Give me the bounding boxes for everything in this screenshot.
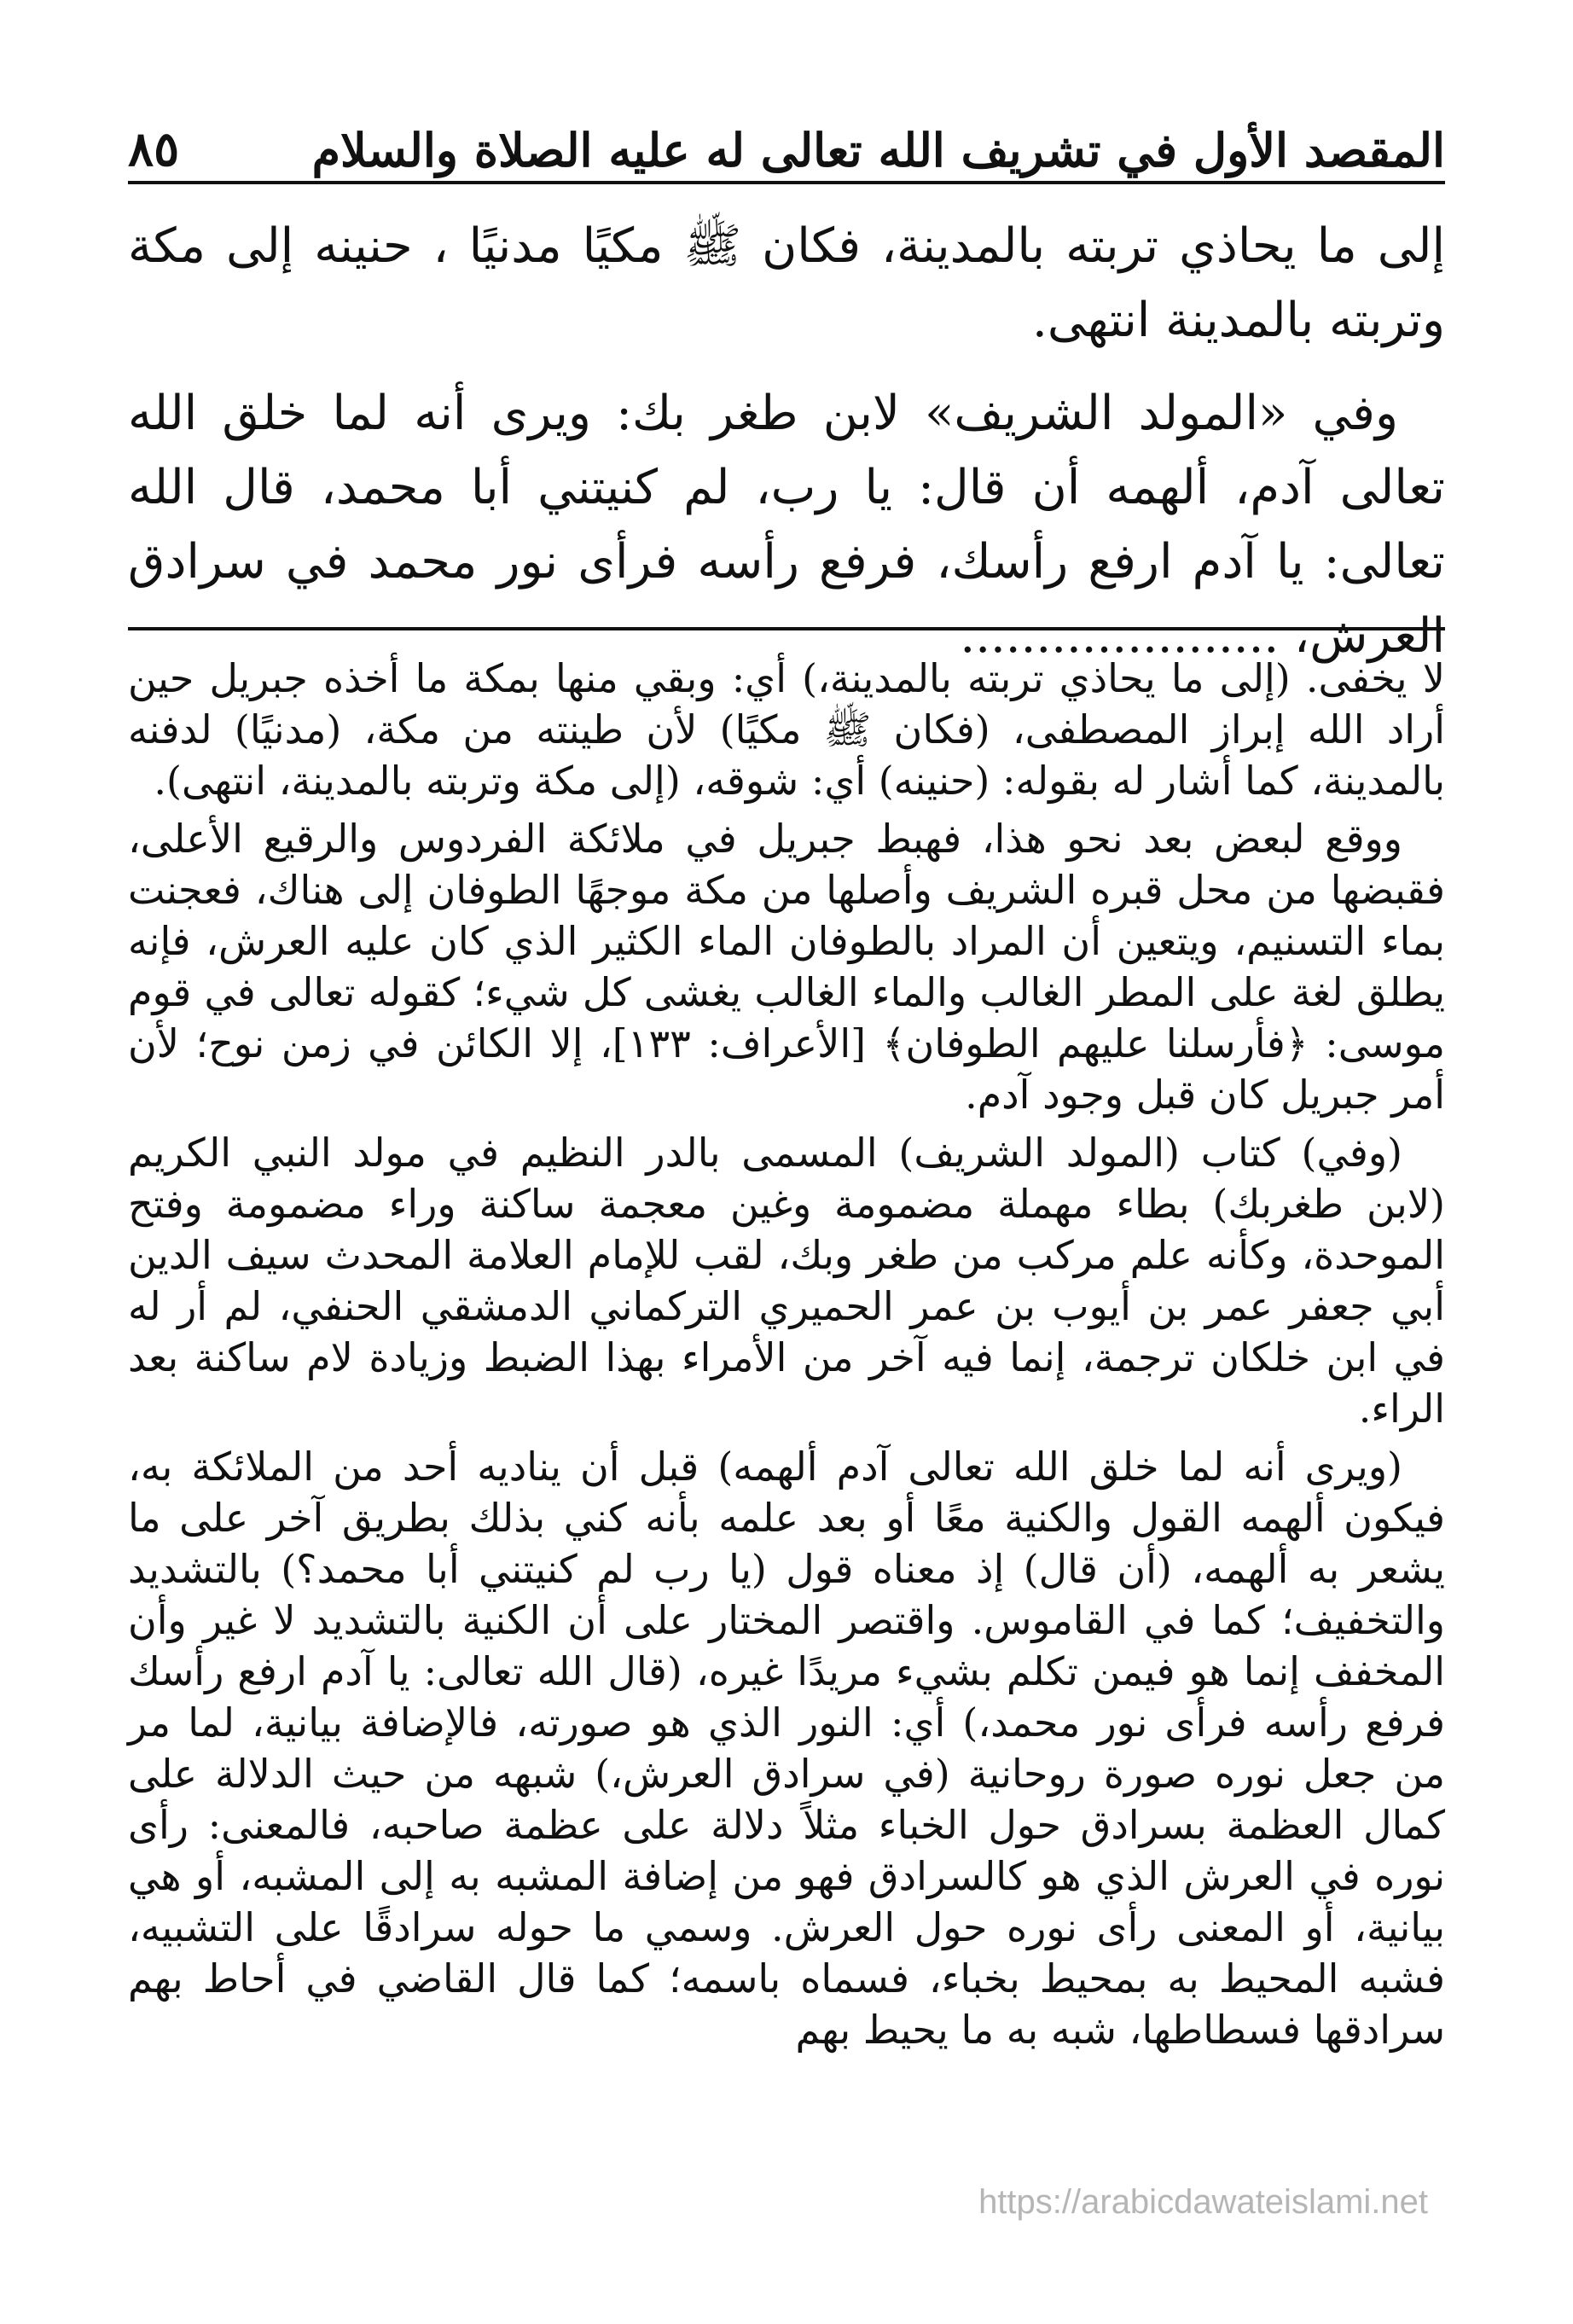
commentary-paragraph-1: لا يخفى. (إلى ما يحاذي تربته بالمدينة،) أي: وبقي منها بمكة ما أخذه جبريل حين أراد الله إبراز المصطفى، (فكان ﷺ مكيًا) لأن طينته من مكة، (مدنيًا) لدفنه بالمدينة، كما أشار له بقوله: (حنينه) أي: شوقه، (إلى مكة وتربته بالمدينة، انتهى). bbox=[128, 655, 1445, 804]
header-rule bbox=[128, 181, 1445, 184]
main-paragraph-1: إلى ما يحاذي تربته بالمدينة، فكان ﷺ مكيًا مدنيًا ، حنينه إلى مكة وتربته بالمدينة انتهى. bbox=[128, 218, 1445, 348]
main-paragraph-2-text: وفي «المولد الشريف» لابن طغر بك: ويرى أنه لما خلق الله تعالى آدم، ألهمه أن قال: يا رب، لم كنيتني أبا محمد، قال الله تعالى: يا آدم ارفع رأسك، فرفع رأسه فرأى نور محمد في سرادق العرش، bbox=[128, 386, 1445, 664]
commentary-paragraph-4: (ويرى أنه لما خلق الله تعالى آدم ألهمه) قبل أن يناديه أحد من الملائكة به، فيكون ألهمه القول والكنية معًا أو بعد علمه بأنه كني بذلك بطريق آخر على ما يشعر به ألهمه، (أن قال) إذ معناه قول (يا رب لم كنيتني أبا محمد؟) بالتشديد والتخفيف؛ كما في القاموس. واقتصر المختار على أن الكنية بالتشديد لا غير وأن المخفف إنما هو فيمن تكلم بشيء مريدًا غيره، (قال الله تعالى: يا آدم ارفع رأسك فرفع رأسه فرأى نور محمد،) أي: النور الذي هو صورته، فالإضافة بيانية، لما مر من جعل نوره صورة روحانية (في سرادق العرش،) شبهه من حيث الدلالة على كمال العظمة بسرادق حول الخباء مثلاً دلالة على عظمة صاحبه، فالمعنى: رأى نوره في العرش الذي هو كالسرادق فهو من إضافة المشبه به إلى المشبه، أو هي بيانية، أو المعنى رأى نوره حول العرش. وسمي ما حوله سرادقًا على التشبيه، فشبه المحيط به بمحيط بخباء، فسماه باسمه؛ كما قال القاضي في أحاط بهم سرادقها فسطاطها، شبه به ما يحيط بهم bbox=[128, 1444, 1445, 2053]
main-text bbox=[128, 209, 1445, 673]
commentary-divider bbox=[128, 627, 1445, 630]
commentary-text bbox=[128, 653, 1445, 2062]
page-header bbox=[128, 101, 1445, 177]
ellipsis-dots: ..................... bbox=[960, 608, 1280, 664]
commentary-paragraph-3: (وفي) كتاب (المولد الشريف) المسمى بالدر النظيم في مولد النبي الكريم (لابن طغربك) بطاء مهملة مضمومة وغين معجمة ساكنة وراء مضمومة وفتح الموحدة، وكأنه علم مركب من طغر وبك، لقب للإمام العلامة المحدث سيف الدين أبي جعفر عمر بن أيوب بن عمر الحميري التركماني الدمشقي الحنفي، لم أر له في ابن خلكان ترجمة، إنما فيه آخر من الأمراء بهذا الضبط وزيادة لام ساكنة بعد الراء. bbox=[128, 1130, 1445, 1432]
running-title: المقصد الأول في تشريف الله تعالى له عليه الصلاة والسلام bbox=[311, 123, 1445, 177]
page-number: ٨٥ bbox=[128, 121, 180, 177]
commentary-paragraph-2: ووقع لبعض بعد نحو هذا، فهبط جبريل في ملائكة الفردوس والرقيع الأعلى، فقبضها من محل قبره الشريف وأصلها من مكة موجهًا الطوفان إلى هناك، فعجنت بماء التسنيم، ويتعين أن المراد بالطوفان الماء الكثير الذي كان عليه العرش، فإنه يطلق لغة على المطر الغالب والماء الغالب يغشى كل شيء؛ كقوله تعالى في قوم موسى: ﴿فأرسلنا عليهم الطوفان﴾ [الأعراف: ١٣٣]، إلا الكائن في زمن نوح؛ لأن أمر جبريل كان قبل وجود آدم. bbox=[128, 816, 1445, 1118]
watermark-url: https://arabicdawateislami.net bbox=[978, 2183, 1428, 2221]
